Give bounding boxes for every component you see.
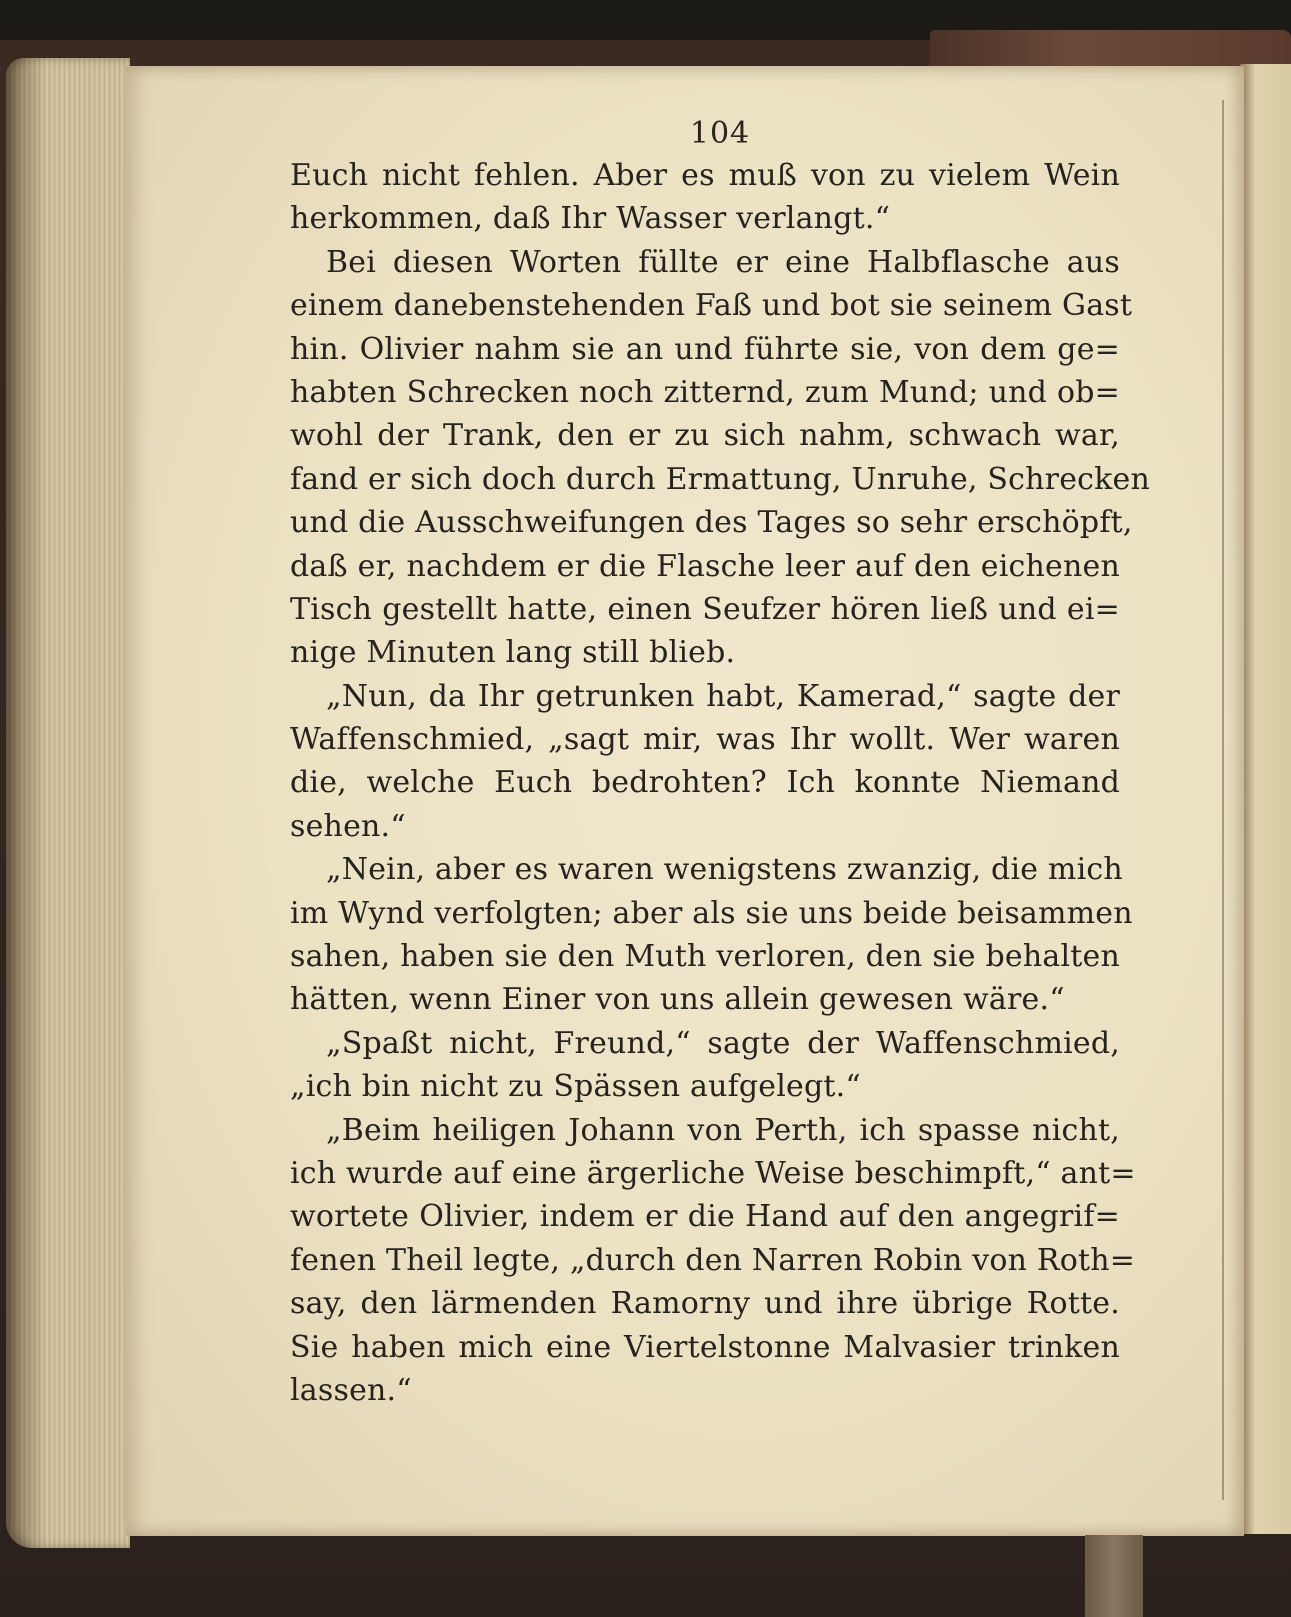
text-line: im Wynd verfolgten; aber als sie uns beide beisammen xyxy=(290,895,1133,931)
text-line: „ich bin nicht zu Spässen aufgelegt.“ xyxy=(290,1069,861,1105)
bookmark-ribbon xyxy=(1085,1535,1143,1617)
text-line: Tisch gestellt hatte, einen Seufzer hören ließ und ei= xyxy=(290,591,1120,627)
text-line: ich wurde auf eine ärgerliche Weise beschimpft,“ ant= xyxy=(290,1155,1136,1191)
text-line: sehen.“ xyxy=(290,808,406,844)
text-line: Sie haben mich eine Viertelstonne Malvasier trinken xyxy=(290,1329,1120,1365)
text-line: fenen Theil legte, „durch den Narren Robin von Roth= xyxy=(290,1242,1136,1278)
text-line: Euch nicht fehlen. Aber es muß von zu vielem Wein xyxy=(290,158,1120,193)
text-line: sahen, haben sie den Muth verloren, den sie behalten xyxy=(290,939,1120,975)
book-cover-corner xyxy=(930,30,1291,70)
text-line: nige Minuten lang still blieb. xyxy=(290,635,736,671)
text-line: einem danebenstehenden Faß und bot sie seinem Gast xyxy=(290,288,1133,324)
text-line: daß er, nachdem er die Flasche leer auf den eichenen xyxy=(290,548,1120,584)
text-line: „Nun, da Ihr getrunken habt, Kamerad,“ sagte der xyxy=(326,678,1120,714)
text-line: say, den lärmenden Ramorny und ihre übrige Rotte. xyxy=(290,1286,1120,1322)
page-text xyxy=(290,154,1151,1412)
page-gutter xyxy=(1222,100,1224,1500)
text-line: und die Ausschweifungen des Tages so sehr erschöpft, xyxy=(290,505,1133,541)
text-line: „Nein, aber es waren wenigstens zwanzig, die mich xyxy=(326,852,1123,888)
text-line: Waffenschmied, „sagt mir, was Ihr wollt. Wer waren xyxy=(290,722,1120,758)
text-line: Bei diesen Worten füllte er eine Halbflasche aus xyxy=(326,244,1120,280)
text-line: „Beim heiligen Johann von Perth, ich spasse nicht, xyxy=(326,1112,1120,1148)
facing-page-edge xyxy=(1240,64,1291,1534)
text-line: die, welche Euch bedrohten? Ich konnte Niemand xyxy=(290,765,1120,801)
text-line: fand er sich doch durch Ermattung, Unruhe, Schrecken xyxy=(290,461,1151,497)
text-line: lassen.“ xyxy=(290,1372,412,1408)
text-line: herkommen, daß Ihr Wasser verlangt.“ xyxy=(290,201,891,237)
page-stack-shadow xyxy=(6,58,46,1548)
text-line: hätten, wenn Einer von uns allein gewesen wäre.“ xyxy=(290,982,1065,1018)
text-line: wortete Olivier, indem er die Hand auf den angegrif= xyxy=(290,1199,1120,1235)
page-number: 104 xyxy=(689,116,751,151)
text-line: hin. Olivier nahm sie an und führte sie, von dem ge= xyxy=(290,331,1120,367)
text-line: habten Schrecken noch zitternd, zum Mund; und ob= xyxy=(290,374,1120,410)
text-line: „Spaßt nicht, Freund,“ sagte der Waffenschmied, xyxy=(326,1025,1120,1061)
text-line: wohl der Trank, den er zu sich nahm, schwach war, xyxy=(290,418,1120,454)
